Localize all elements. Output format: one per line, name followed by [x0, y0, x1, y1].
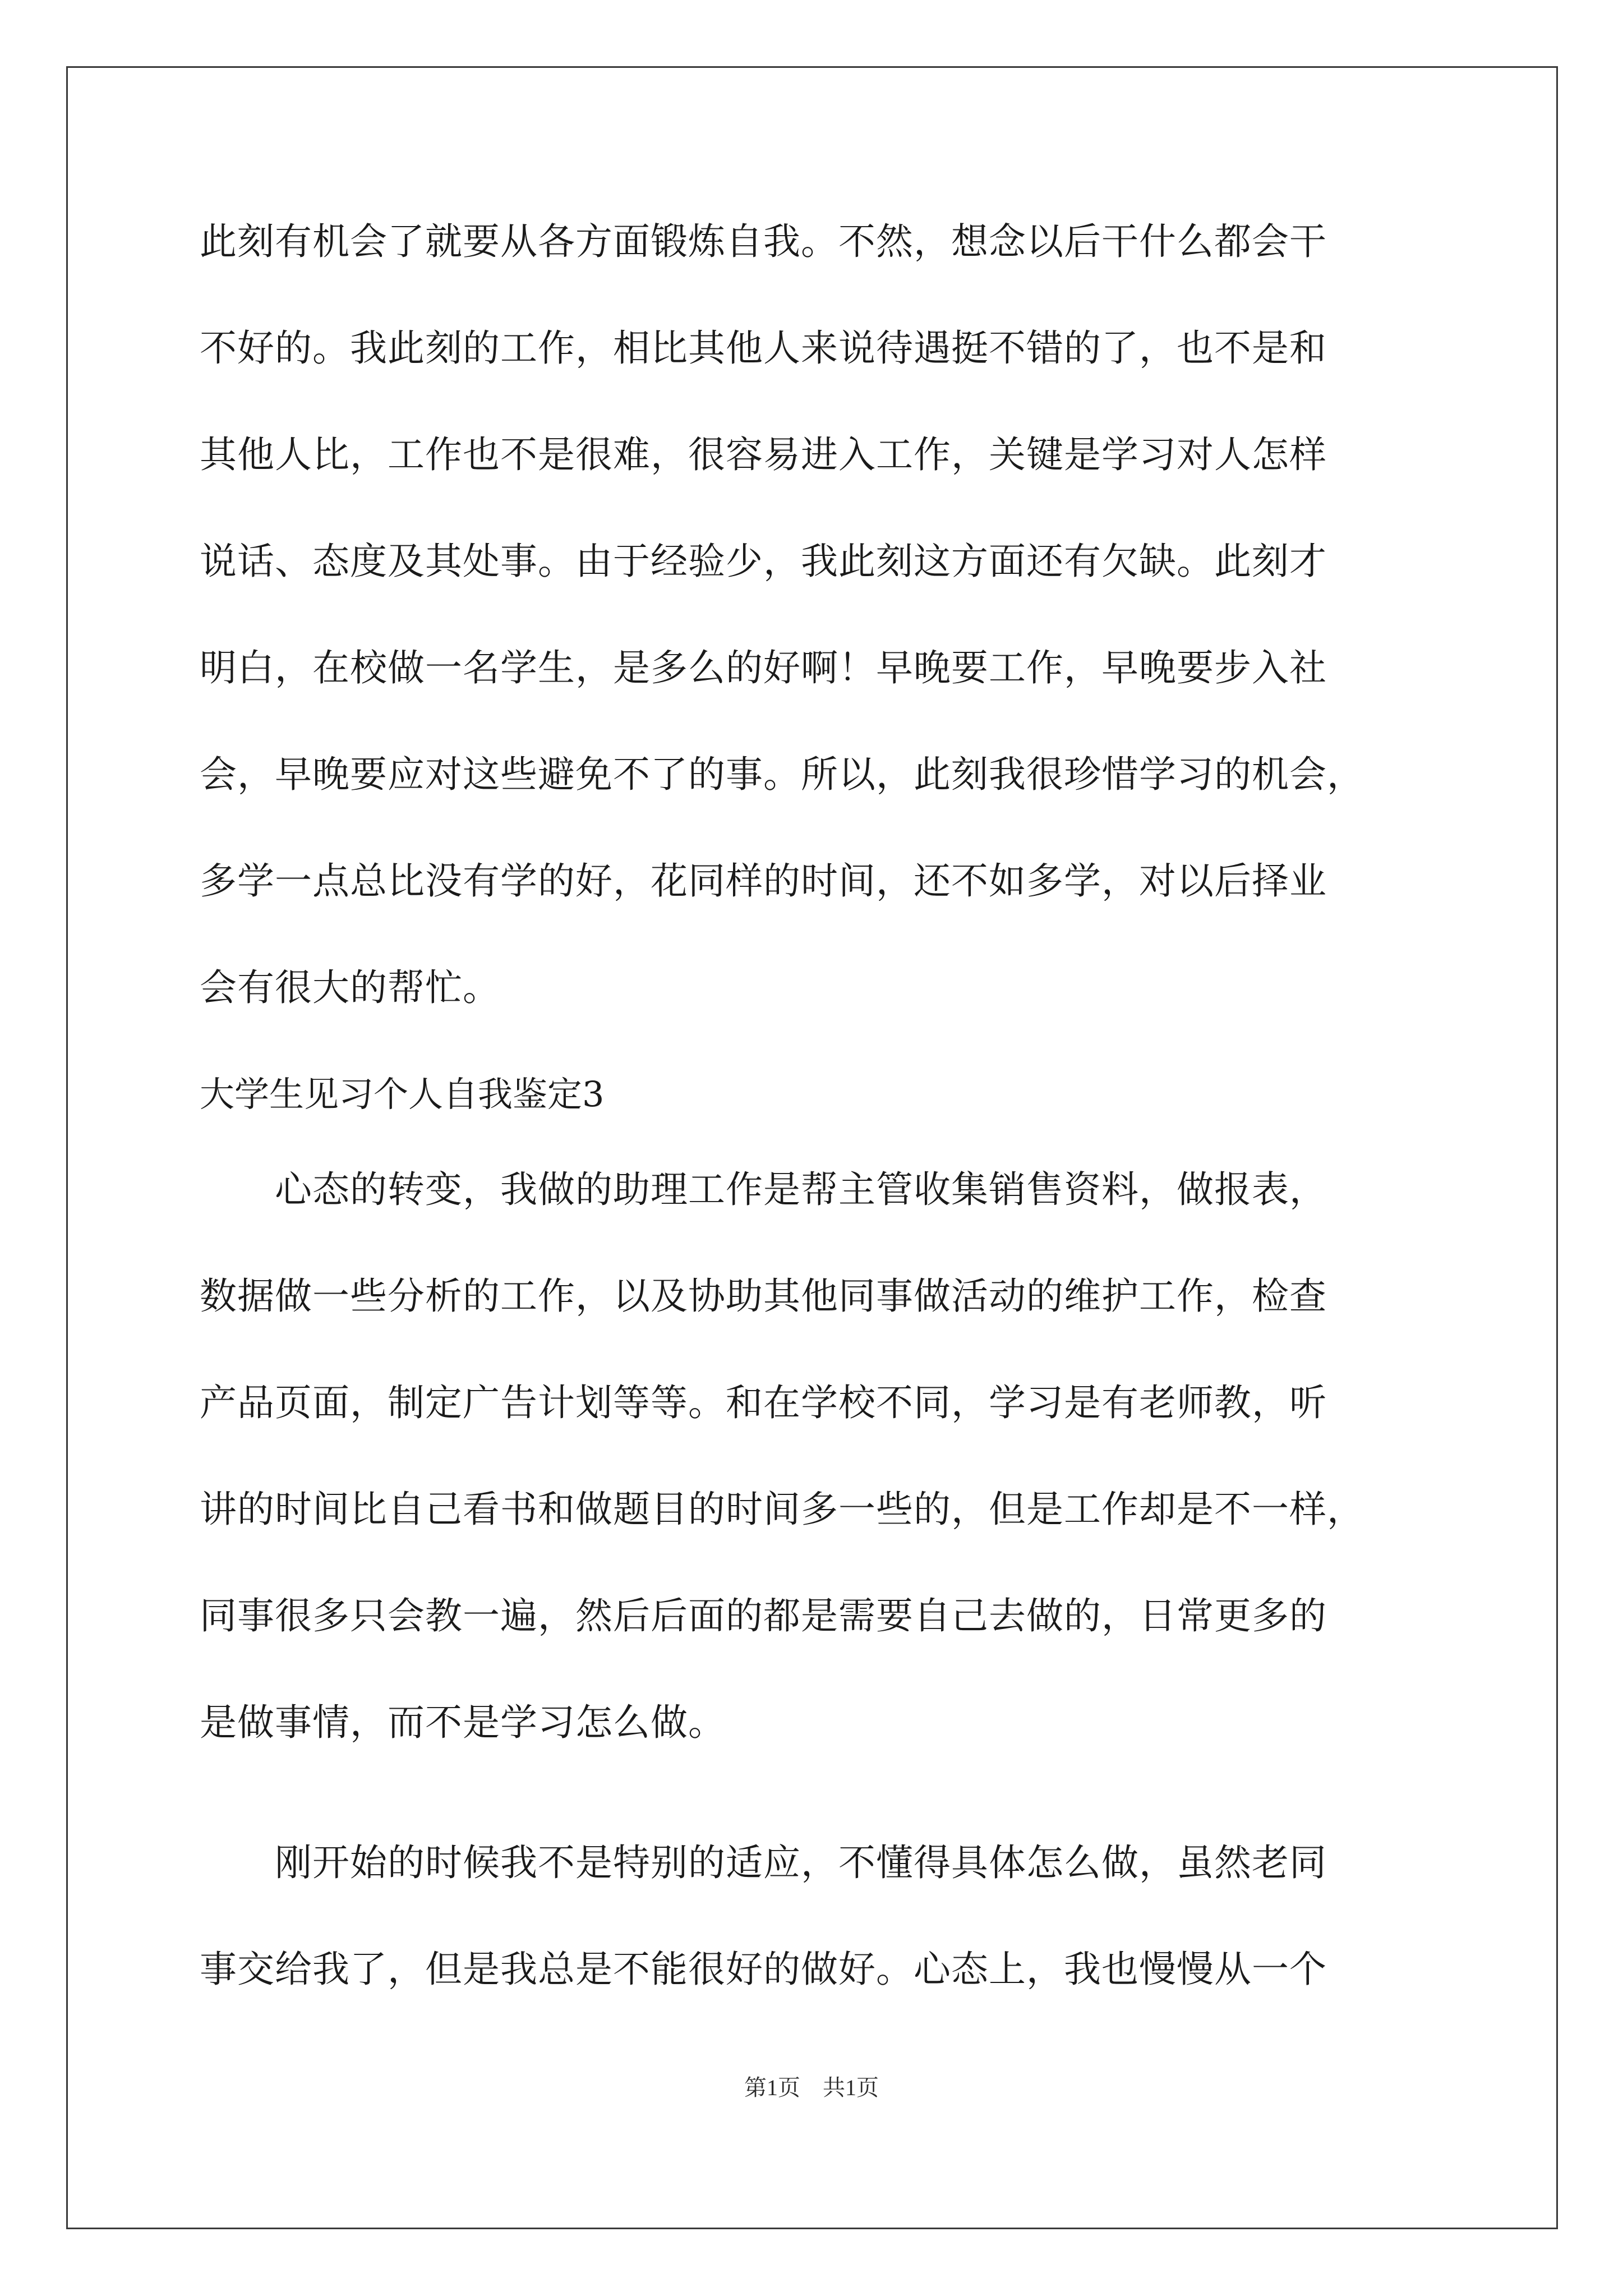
- paragraph-1: [200, 205, 1450, 1058]
- page-footer: 第1页 共1页: [744, 2075, 879, 2100]
- text-line: 多学一点总比没有学的好，花同样的时间，还不如多学，对以后择业: [200, 859, 1327, 903]
- text-line: 事交给我了，但是我总是不能很好的做好。心态上，我也慢慢从一个: [200, 1948, 1327, 1991]
- text-line: 数据做一些分析的工作，以及协助其他同事做活动的维护工作，检查: [200, 1274, 1327, 1318]
- text-line: 说话、态度及其处事。由于经验少，我此刻这方面还有欠缺。此刻才: [200, 540, 1327, 583]
- paragraph-gap: [200, 1793, 1450, 1826]
- text-line: 讲的时间比自己看书和做题目的时间多一些的，但是工作却是不一样，: [200, 1488, 1364, 1531]
- text-line: 是做事情，而不是学习怎么做。: [200, 1701, 726, 1744]
- text-line: 其他人比，工作也不是很难，很容易进入工作，关键是学习对人怎样: [200, 433, 1327, 476]
- text-line: 明白，在校做一名学生，是多么的好啊！早晚要工作，早晚要步入社: [200, 646, 1327, 689]
- text-line: 会，早晚要应对这些避免不了的事。所以，此刻我很珍惜学习的机会，: [200, 753, 1364, 796]
- document-body: [200, 205, 1450, 2040]
- text-line: 同事很多只会教一遍，然后后面的都是需要自己去做的，日常更多的: [200, 1594, 1327, 1637]
- text-line: 产品页面，制定广告计划等等。和在学校不同，学习是有老师教，听: [200, 1381, 1327, 1424]
- paragraph-2: [200, 1153, 1450, 1793]
- text-line: 此刻有机会了就要从各方面锻炼自我。不然，想念以后干什么都会干: [200, 220, 1327, 263]
- paragraph-3: [200, 1826, 1450, 2040]
- text-line: 心态的转变，我做的助理工作是帮主管收集销售资料，做报表，: [275, 1168, 1327, 1211]
- text-line: 刚开始的时候我不是特别的适应，不懂得具体怎么做，虽然老同: [275, 1841, 1327, 1884]
- text-line: 不好的。我此刻的工作，相比其他人来说待遇挺不错的了，也不是和: [200, 326, 1327, 370]
- text-line: 会有很大的帮忙。: [200, 966, 500, 1009]
- section-heading: 大学生见习个人自我鉴定3: [200, 1074, 605, 1115]
